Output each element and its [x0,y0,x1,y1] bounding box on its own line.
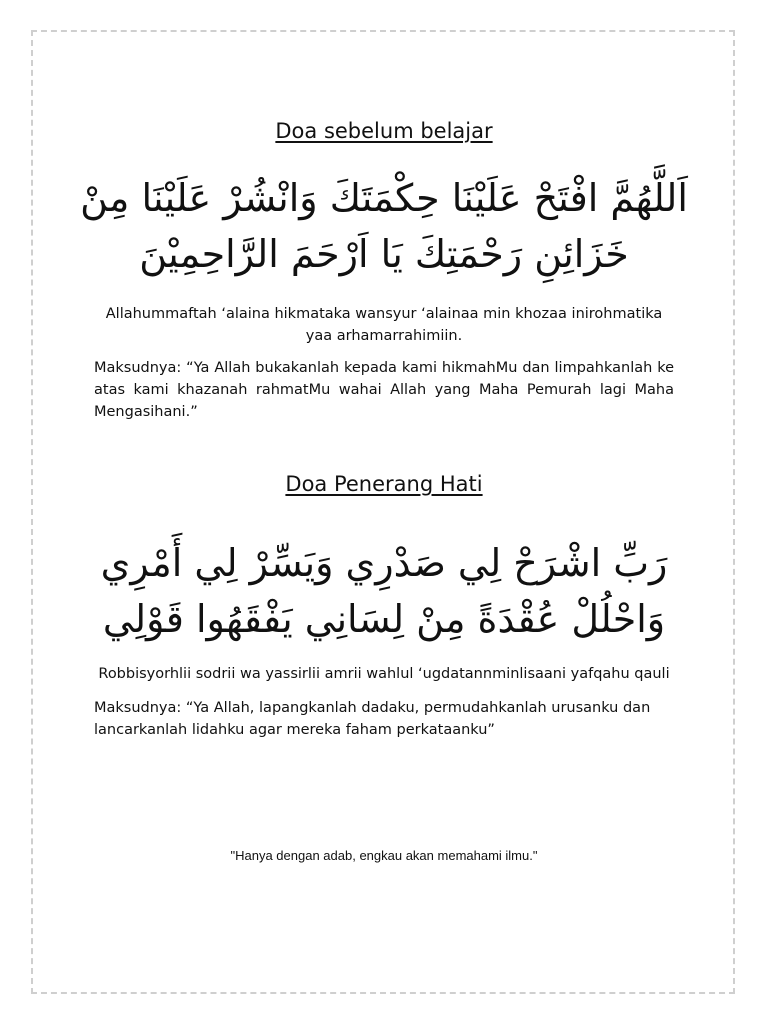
arabic-text-doa-penerang-hati [80,535,688,647]
section-title-doa-penerang-hati: Doa Penerang Hati [285,472,483,496]
arabic-line: اَللَّهُمَّ افْتَحْ عَلَيْنَا حِكْمَتَكَ وَانْشُرْ عَلَيْنَا مِنْ [80,176,688,220]
arabic-text-doa-sebelum-belajar [80,170,688,282]
footer-quote: "Hanya dengan adab, engkau akan memahami ilmu." [230,848,538,863]
meaning-doa-sebelum-belajar: Maksudnya: “Ya Allah bukakanlah kepada kami hikmahMu dan limpahkanlah ke atas kami khazanah rahmatMu wahai Allah yang Maha Pemurah lagi Maha Mengasihani.” [94,360,674,420]
transliteration-doa-penerang-hati: Robbisyorhlii sodrii wa yassirlii amrii wahlul ‘ugdatannminlisaani yafqahu qauli [98,666,670,682]
section-title-doa-sebelum-belajar: Doa sebelum belajar [275,119,493,143]
transliteration-doa-sebelum-belajar: Allahummaftah ‘alaina hikmataka wansyur ‘alainaa min khozaa inirohmatika yaa arhamarrahimiin. [105,306,663,344]
arabic-line: رَبِّ اشْرَحْ لِي صَدْرِي وَيَسِّرْ لِي أَمْرِي [100,541,668,585]
arabic-line: وَاحْلُلْ عُقْدَةً مِنْ لِسَانِي يَفْقَهُوا قَوْلِي [102,597,666,641]
meaning-doa-penerang-hati: Maksudnya: “Ya Allah, lapangkanlah dadaku, permudahkanlah urusanku dan lancarkanlah lidahku agar mereka faham perkataanku” [94,700,651,738]
arabic-line: خَزَائِنِ رَحْمَتِكَ يَا اَرْحَمَ الرَّاحِمِيْنَ [139,232,629,276]
